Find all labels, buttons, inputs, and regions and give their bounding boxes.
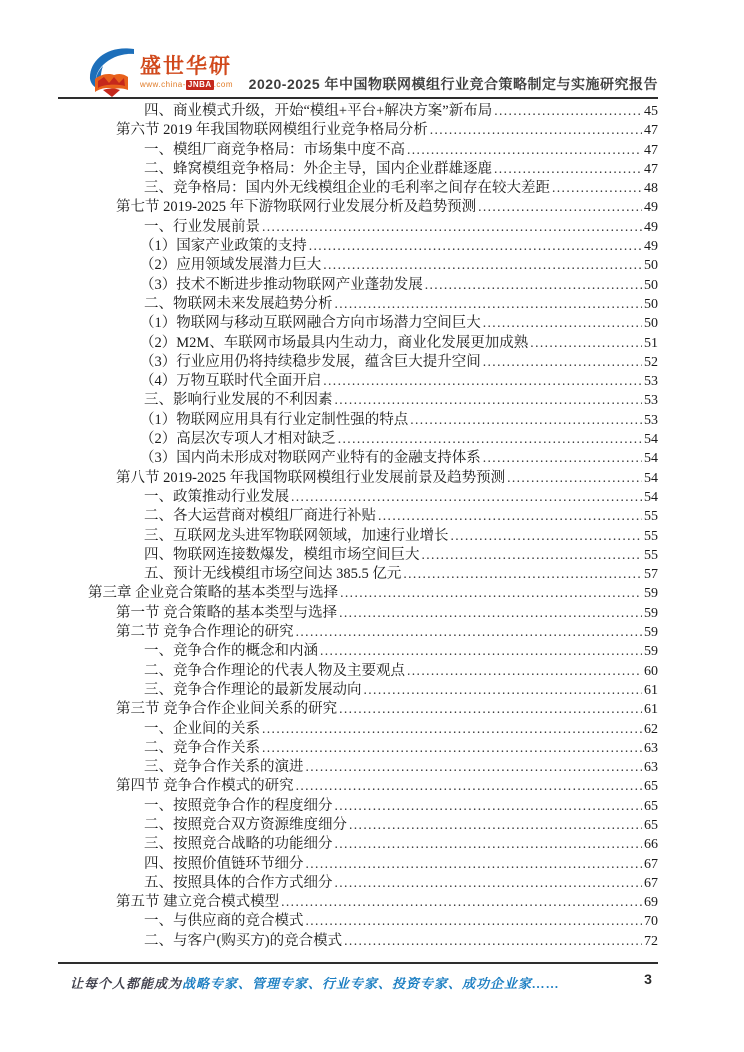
toc-leader-dots	[364, 680, 643, 700]
toc-page-number: 67	[644, 856, 658, 872]
toc-leader-dots	[478, 197, 642, 217]
toc-entry-text: （4）万物互联时代全面开启	[140, 373, 322, 390]
toc-leader-dots	[552, 178, 642, 198]
toc-page-number: 57	[644, 567, 658, 583]
toc-leader-dots	[281, 892, 642, 912]
toc-page-number: 50	[644, 258, 658, 274]
toc-page-number: 49	[644, 219, 658, 235]
toc-leader-dots	[335, 294, 643, 314]
toc-entry-text: 第一节 竞合策略的基本类型与选择	[116, 604, 338, 621]
toc-page-number: 47	[644, 123, 658, 139]
toc-entry-text: 一、按照竞争合作的程度细分	[144, 797, 333, 814]
toc-entry-text: 一、政策推动行业发展	[144, 488, 289, 505]
toc-entry-text: 五、预计无线模组市场空间达 385.5 亿元	[144, 566, 402, 583]
toc-page-number: 53	[644, 412, 658, 428]
toc-entry-text: 一、行业发展前景	[144, 218, 260, 235]
toc-page-number: 53	[644, 393, 658, 409]
toc-leader-dots	[262, 738, 642, 758]
toc-page-number: 54	[644, 470, 658, 486]
toc-entry-text: 二、与客户(购买方)的竞合模式	[144, 932, 343, 949]
toc-entry	[58, 178, 658, 197]
toc-page-number: 65	[644, 817, 658, 833]
toc-entry	[58, 217, 658, 236]
toc-entry	[58, 410, 658, 429]
toc-page-number: 60	[644, 663, 658, 679]
toc-page-number: 50	[644, 316, 658, 332]
toc-leader-dots	[306, 854, 643, 874]
toc-leader-dots	[494, 101, 642, 121]
toc-entry-text: 三、互联网龙头进军物联网领域，加速行业增长	[144, 527, 449, 544]
toc-entry	[58, 873, 658, 892]
toc-leader-dots	[262, 217, 642, 237]
toc-entry-text: 第三节 竞争合作企业间关系的研究	[116, 701, 338, 718]
toc-page-number: 65	[644, 779, 658, 795]
toc-leader-dots	[451, 526, 643, 546]
table-of-contents	[58, 101, 658, 950]
toc-entry	[58, 583, 658, 602]
footer-page-number: 3	[644, 971, 652, 987]
toc-leader-dots	[323, 255, 642, 275]
toc-page-number: 65	[644, 798, 658, 814]
toc-leader-dots	[349, 815, 642, 835]
toc-leader-dots	[262, 719, 642, 739]
report-title: 2020-2025 年中国物联网模组行业竞合策略制定与实施研究报告	[248, 76, 658, 92]
toc-leader-dots	[530, 333, 642, 353]
toc-leader-dots	[335, 873, 643, 893]
toc-page-number: 54	[644, 451, 658, 467]
toc-entry	[58, 236, 658, 255]
toc-entry-text: 三、竞争格局：国内外无线模组企业的毛利率之间存在较大差距	[144, 180, 550, 197]
toc-leader-dots	[507, 468, 642, 488]
website-badge: JNBA	[187, 80, 212, 89]
toc-leader-dots	[483, 448, 642, 468]
toc-page-number: 59	[644, 605, 658, 621]
toc-entry	[58, 892, 658, 911]
website-prefix: www.china-	[140, 80, 186, 89]
slogan-highlight: 战略专家、管理专家、行业专家、投资专家、成功企业家……	[182, 976, 561, 991]
toc-page-number: 59	[644, 644, 658, 660]
toc-leader-dots	[422, 545, 643, 565]
brand-logo	[88, 48, 233, 98]
toc-leader-dots	[309, 236, 642, 256]
toc-entry	[58, 120, 658, 139]
toc-entry	[58, 661, 658, 680]
toc-entry	[58, 294, 658, 313]
toc-leader-dots	[320, 641, 642, 661]
toc-page-number: 55	[644, 547, 658, 563]
toc-page-number: 50	[644, 277, 658, 293]
toc-leader-dots	[378, 506, 642, 526]
toc-entry	[58, 352, 658, 371]
toc-leader-dots	[291, 487, 642, 507]
toc-entry-text: 一、企业间的关系	[144, 720, 260, 737]
toc-entry	[58, 487, 658, 506]
toc-leader-dots	[483, 313, 642, 333]
toc-entry	[58, 564, 658, 583]
toc-leader-dots	[296, 622, 642, 642]
toc-leader-dots	[425, 275, 642, 295]
toc-page-number: 52	[644, 354, 658, 370]
toc-page-number: 55	[644, 509, 658, 525]
toc-entry-text: （1）物联网与移动互联网融合方向市场潜力空间巨大	[140, 315, 481, 332]
toc-entry-text: 二、各大运营商对模组厂商进行补贴	[144, 508, 376, 525]
toc-entry-text: 五、按照具体的合作方式细分	[144, 874, 333, 891]
toc-entry	[58, 140, 658, 159]
toc-entry-text: 二、物联网未来发展趋势分析	[144, 295, 333, 312]
toc-leader-dots	[344, 931, 642, 951]
toc-leader-dots	[403, 564, 642, 584]
toc-entry	[58, 796, 658, 815]
toc-entry	[58, 622, 658, 641]
toc-entry	[58, 911, 658, 930]
toc-leader-dots	[338, 429, 642, 449]
toc-page-number: 45	[644, 104, 658, 119]
toc-page-number: 53	[644, 374, 658, 390]
toc-entry	[58, 448, 658, 467]
toc-leader-dots	[483, 352, 642, 372]
toc-entry-text: 二、蜂窝模组竞争格局：外企主导，国内企业群雄逐鹿	[144, 160, 492, 177]
toc-page-number: 61	[644, 682, 658, 698]
toc-page-number: 50	[644, 296, 658, 312]
brand-name: 盛世华研	[140, 55, 232, 78]
toc-entry-text: 三、影响行业发展的不利因素	[144, 392, 333, 409]
toc-page-number: 67	[644, 875, 658, 891]
toc-entry	[58, 757, 658, 776]
toc-leader-dots	[323, 371, 642, 391]
toc-entry	[58, 815, 658, 834]
toc-page-number: 49	[644, 239, 658, 255]
toc-entry	[58, 603, 658, 622]
toc-entry	[58, 719, 658, 738]
toc-entry	[58, 680, 658, 699]
toc-leader-dots	[296, 776, 642, 796]
toc-leader-dots	[407, 661, 642, 681]
toc-entry	[58, 429, 658, 448]
toc-entry-text: 二、按照竞合双方资源维度细分	[144, 816, 347, 833]
toc-entry-text: 第七节 2019-2025 年下游物联网行业发展分析及趋势预测	[116, 199, 477, 216]
toc-entry-text: 第四节 竞争合作模式的研究	[116, 778, 294, 795]
toc-page-number: 70	[644, 914, 658, 930]
toc-page-number: 66	[644, 837, 658, 853]
toc-entry-text: 四、商业模式升级，开始“模组+平台+解决方案”新布局	[144, 103, 493, 119]
toc-entry-text: 一、竞争合作的概念和内涵	[144, 643, 318, 660]
brand-text-block	[140, 48, 233, 90]
toc-leader-dots	[340, 583, 642, 603]
toc-page-number: 54	[644, 489, 658, 505]
toc-page-number: 63	[644, 760, 658, 776]
toc-entry-text: 二、竞争合作理论的代表人物及主要观点	[144, 662, 405, 679]
toc-entry-text: 第六节 2019 年我国物联网模组行业竞争格局分析	[116, 122, 428, 139]
toc-entry-text: 四、物联网连接数爆发，模组市场空间巨大	[144, 546, 420, 563]
toc-page-number: 59	[644, 586, 658, 602]
toc-entry	[58, 313, 658, 332]
toc-leader-dots	[407, 140, 642, 160]
toc-leader-dots	[430, 120, 642, 140]
toc-entry	[58, 641, 658, 660]
toc-page-number: 47	[644, 142, 658, 158]
toc-entry-text: （3）技术不断进步推动物联网产业蓬勃发展	[140, 276, 423, 293]
toc-entry-text: （3）国内尚未形成对物联网产业特有的金融支持体系	[140, 450, 481, 467]
footer-divider	[58, 962, 658, 964]
toc-entry	[58, 854, 658, 873]
toc-entry-text: 第八节 2019-2025 年我国物联网模组行业发展前景及趋势预测	[116, 469, 506, 486]
toc-entry	[58, 371, 658, 390]
toc-entry-text: （1）物联网应用具有行业定制性强的特点	[140, 411, 409, 428]
toc-entry	[58, 197, 658, 216]
toc-entry	[58, 255, 658, 274]
brand-website	[140, 80, 233, 90]
toc-entry	[58, 526, 658, 545]
toc-leader-dots	[306, 911, 643, 931]
brand-logo-icon	[88, 48, 135, 98]
toc-entry-text: （3）行业应用仍将持续稳步发展，蕴含巨大提升空间	[140, 353, 481, 370]
toc-leader-dots	[335, 796, 643, 816]
toc-entry	[58, 699, 658, 718]
toc-entry	[58, 101, 658, 120]
toc-entry-text: （1）国家产业政策的支持	[140, 238, 307, 255]
toc-leader-dots	[339, 699, 642, 719]
page-header	[58, 46, 658, 98]
toc-entry	[58, 834, 658, 853]
toc-page-number: 59	[644, 625, 658, 641]
toc-entry-text: （2）M2M、车联网市场最具内生动力，商业化发展更加成熟	[140, 334, 529, 351]
toc-entry-text: 第三章 企业竞合策略的基本类型与选择	[88, 585, 339, 602]
toc-entry	[58, 333, 658, 352]
toc-entry-text: 二、竞争合作关系	[144, 739, 260, 756]
toc-entry	[58, 159, 658, 178]
toc-entry	[58, 545, 658, 564]
toc-page-number: 47	[644, 161, 658, 177]
toc-leader-dots	[339, 603, 642, 623]
toc-page-number: 48	[644, 181, 658, 197]
toc-page-number: 49	[644, 200, 658, 216]
toc-page-number: 72	[644, 933, 658, 949]
toc-page-number: 62	[644, 721, 658, 737]
toc-leader-dots	[306, 757, 643, 777]
toc-entry	[58, 390, 658, 409]
toc-entry-text: （2）应用领域发展潜力巨大	[140, 257, 322, 274]
toc-entry-text: （2）高层次专项人才相对缺乏	[140, 431, 336, 448]
slogan-prefix: 让每个人都能成为	[70, 976, 183, 991]
toc-entry-text: 第五节 建立竞合模式模型	[116, 894, 280, 911]
toc-leader-dots	[410, 410, 642, 430]
toc-entry	[58, 931, 658, 950]
toc-leader-dots	[335, 834, 643, 854]
toc-page-number: 54	[644, 432, 658, 448]
toc-entry-text: 三、按照竞合战略的功能细分	[144, 836, 333, 853]
toc-entry-text: 第二节 竞争合作理论的研究	[116, 624, 294, 641]
toc-entry	[58, 776, 658, 795]
toc-entry-text: 一、模组厂商竞争格局：市场集中度不高	[144, 141, 405, 158]
toc-entry	[58, 275, 658, 294]
toc-leader-dots	[494, 159, 642, 179]
toc-page-number: 61	[644, 702, 658, 718]
toc-entry-text: 三、竞争合作关系的演进	[144, 759, 304, 776]
toc-entry-text: 四、按照价值链环节细分	[144, 855, 304, 872]
toc-page-number: 69	[644, 895, 658, 911]
toc-entry-text: 一、与供应商的竞合模式	[144, 913, 304, 930]
footer-slogan	[70, 973, 560, 992]
toc-page-number: 51	[644, 335, 658, 351]
toc-entry	[58, 468, 658, 487]
toc-entry	[58, 506, 658, 525]
toc-page-number: 55	[644, 528, 658, 544]
toc-entry-text: 三、竞争合作理论的最新发展动向	[144, 681, 362, 698]
toc-entry	[58, 738, 658, 757]
toc-page-number: 63	[644, 740, 658, 756]
website-suffix: .com	[213, 80, 234, 89]
header-divider	[58, 97, 658, 99]
toc-leader-dots	[335, 390, 643, 410]
